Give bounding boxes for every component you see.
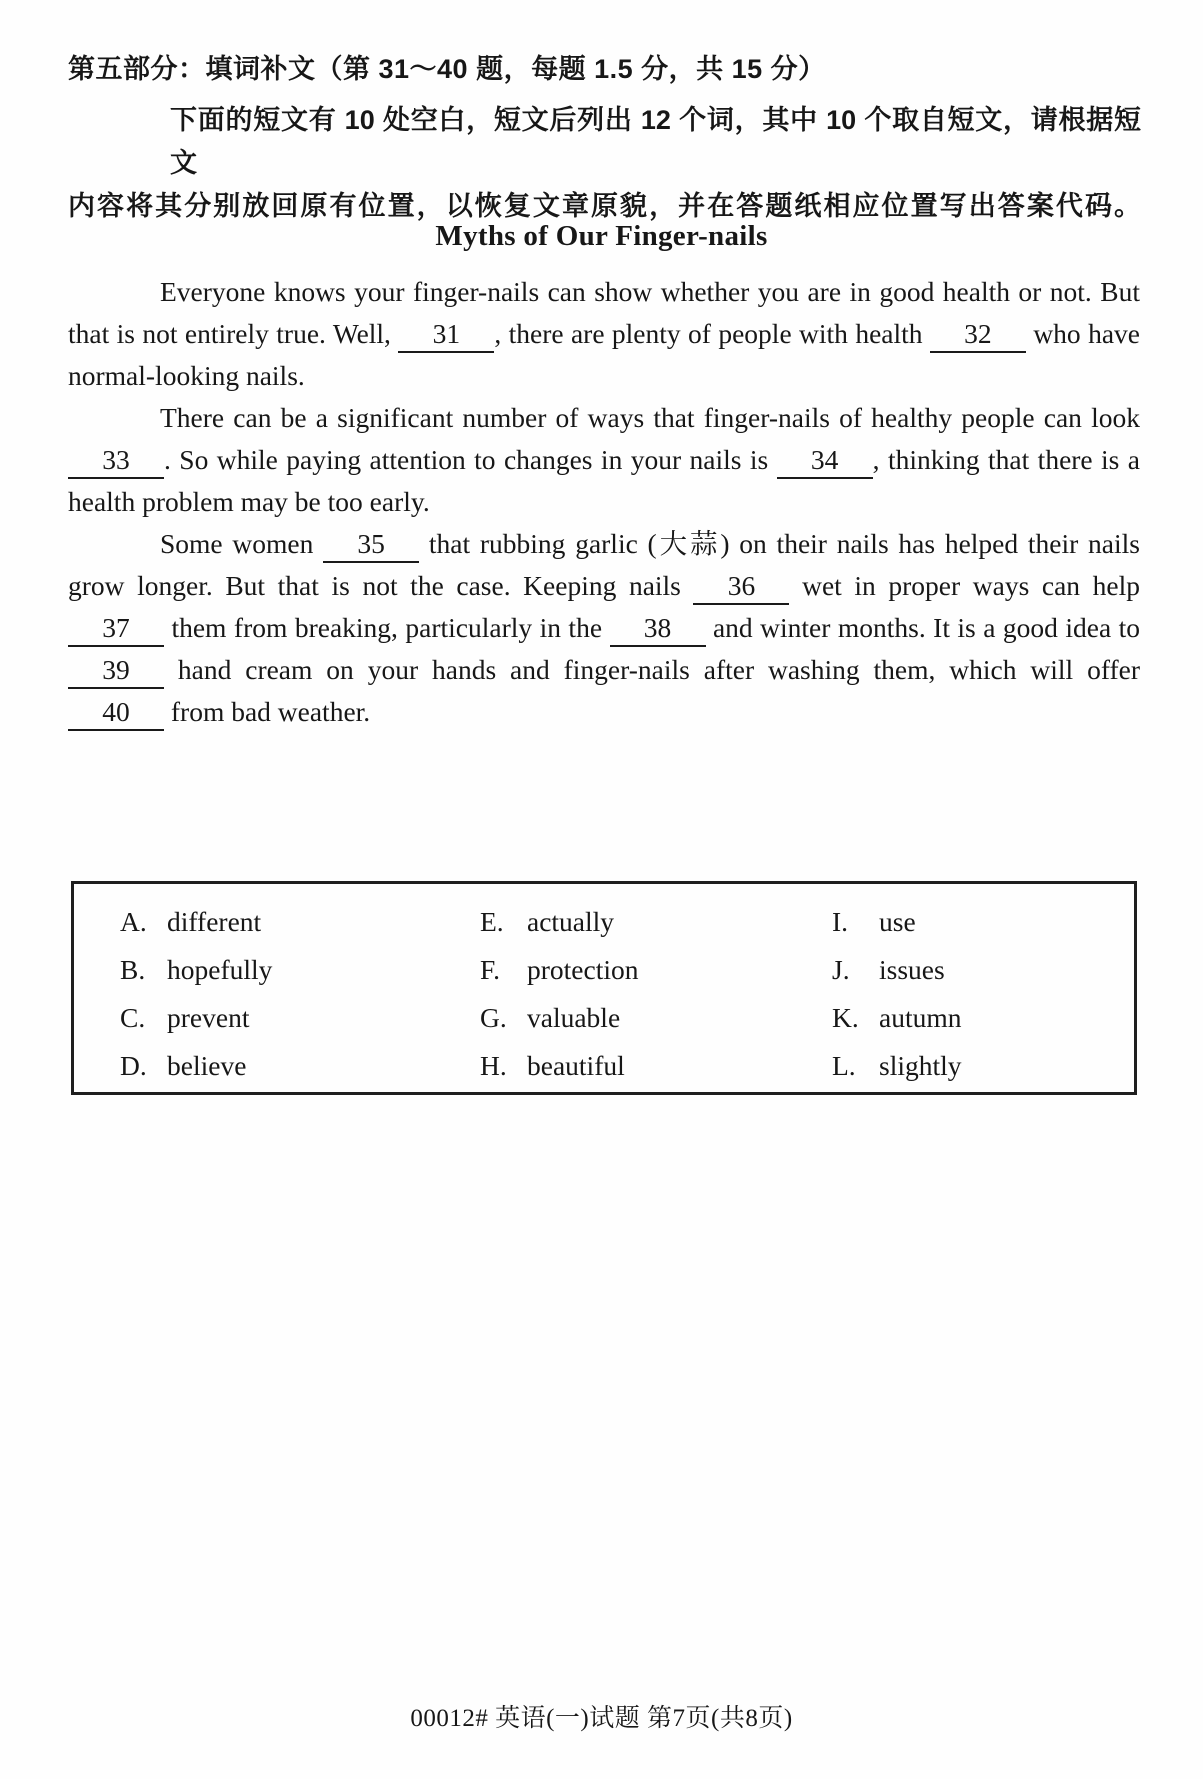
option-letter: F. xyxy=(480,954,500,985)
option-letter: I. xyxy=(832,906,849,937)
option-word: autumn xyxy=(879,1002,962,1033)
page-footer: 00012# 英语(一)试题 第7页(共8页) xyxy=(410,1705,793,1732)
option-word: believe xyxy=(167,1050,247,1081)
word-option-A xyxy=(120,898,480,946)
blank-39: 39 xyxy=(68,655,164,689)
option-word: prevent xyxy=(167,1002,250,1033)
option-word: valuable xyxy=(527,1002,621,1033)
blank-32: 32 xyxy=(930,319,1026,353)
passage-paragraph-3: Some women 35 that rubbing garlic (大蒜) on their nails has helped their nails grow longer. But that is not the case. Keeping nails 36 wet in proper ways can help 37 them from breaking, particularly in the 38 and winter months. It is a good idea to 39 hand cream on your hands and finger-nails after washing them, which will offer 40 from bad weather. xyxy=(68,523,1140,733)
blank-34: 34 xyxy=(777,445,873,479)
option-word: beautiful xyxy=(527,1050,625,1081)
option-word: use xyxy=(879,906,916,937)
passage-paragraph-2: There can be a significant number of ways that finger-nails of healthy people can look 33 . So while paying attention to changes in your nails is 34 , thinking that there is a health problem may be too early. xyxy=(68,402,1141,517)
option-word: issues xyxy=(879,954,945,985)
instruction-line-1: 下面的短文有 10 处空白，短文后列出 12 个词，其中 10 个取自短文，请根据短文 xyxy=(170,105,1141,178)
passage-paragraph-1: Everyone knows your finger-nails can show whether you are in good health or not. But that is not entirely true. Well, 31 , there are plenty of people with health 32 who have normal-looking nails. xyxy=(68,276,1140,391)
option-letter: L. xyxy=(832,1050,856,1081)
word-bank-box xyxy=(71,881,1137,1095)
passage-title: Myths of Our Finger-nails xyxy=(435,220,768,252)
option-letter: J. xyxy=(832,954,850,985)
blank-38: 38 xyxy=(610,613,706,647)
word-option-B xyxy=(120,946,480,994)
option-word: hopefully xyxy=(167,954,273,985)
word-option-J xyxy=(832,946,1134,994)
word-option-G xyxy=(480,994,832,1042)
blank-36: 36 xyxy=(693,571,789,605)
option-word: slightly xyxy=(879,1050,962,1081)
passage-body xyxy=(68,271,1140,733)
word-option-L xyxy=(832,1042,1134,1090)
word-bank-column-1 xyxy=(120,898,480,1092)
word-option-K xyxy=(832,994,1134,1042)
blank-40: 40 xyxy=(68,697,164,731)
word-bank-column-2 xyxy=(480,898,832,1092)
section-header: 第五部分：填词补文（第 31～40 题，每题 1.5 分，共 15 分） xyxy=(68,54,826,84)
option-letter: H. xyxy=(480,1050,507,1081)
blank-35: 35 xyxy=(323,529,419,563)
word-option-D xyxy=(120,1042,480,1090)
word-option-C xyxy=(120,994,480,1042)
word-option-F xyxy=(480,946,832,994)
option-letter: G. xyxy=(480,1002,507,1033)
option-letter: K. xyxy=(832,1002,859,1033)
option-letter: E. xyxy=(480,906,504,937)
blank-37: 37 xyxy=(68,613,164,647)
instructions xyxy=(68,99,1141,228)
option-word: actually xyxy=(527,906,615,937)
word-bank-column-3 xyxy=(832,898,1134,1092)
word-option-I xyxy=(832,898,1134,946)
option-word: different xyxy=(167,906,262,937)
option-word: protection xyxy=(527,954,639,985)
option-letter: B. xyxy=(120,954,146,985)
option-letter: A. xyxy=(120,906,147,937)
option-letter: C. xyxy=(120,1002,146,1033)
blank-31: 31 xyxy=(398,319,494,353)
option-letter: D. xyxy=(120,1050,147,1081)
word-option-E xyxy=(480,898,832,946)
instruction-line-2: 内容将其分别放回原有位置，以恢复文章原貌，并在答题纸相应位置写出答案代码。 xyxy=(68,191,1141,221)
blank-33: 33 xyxy=(68,445,164,479)
word-option-H xyxy=(480,1042,832,1090)
